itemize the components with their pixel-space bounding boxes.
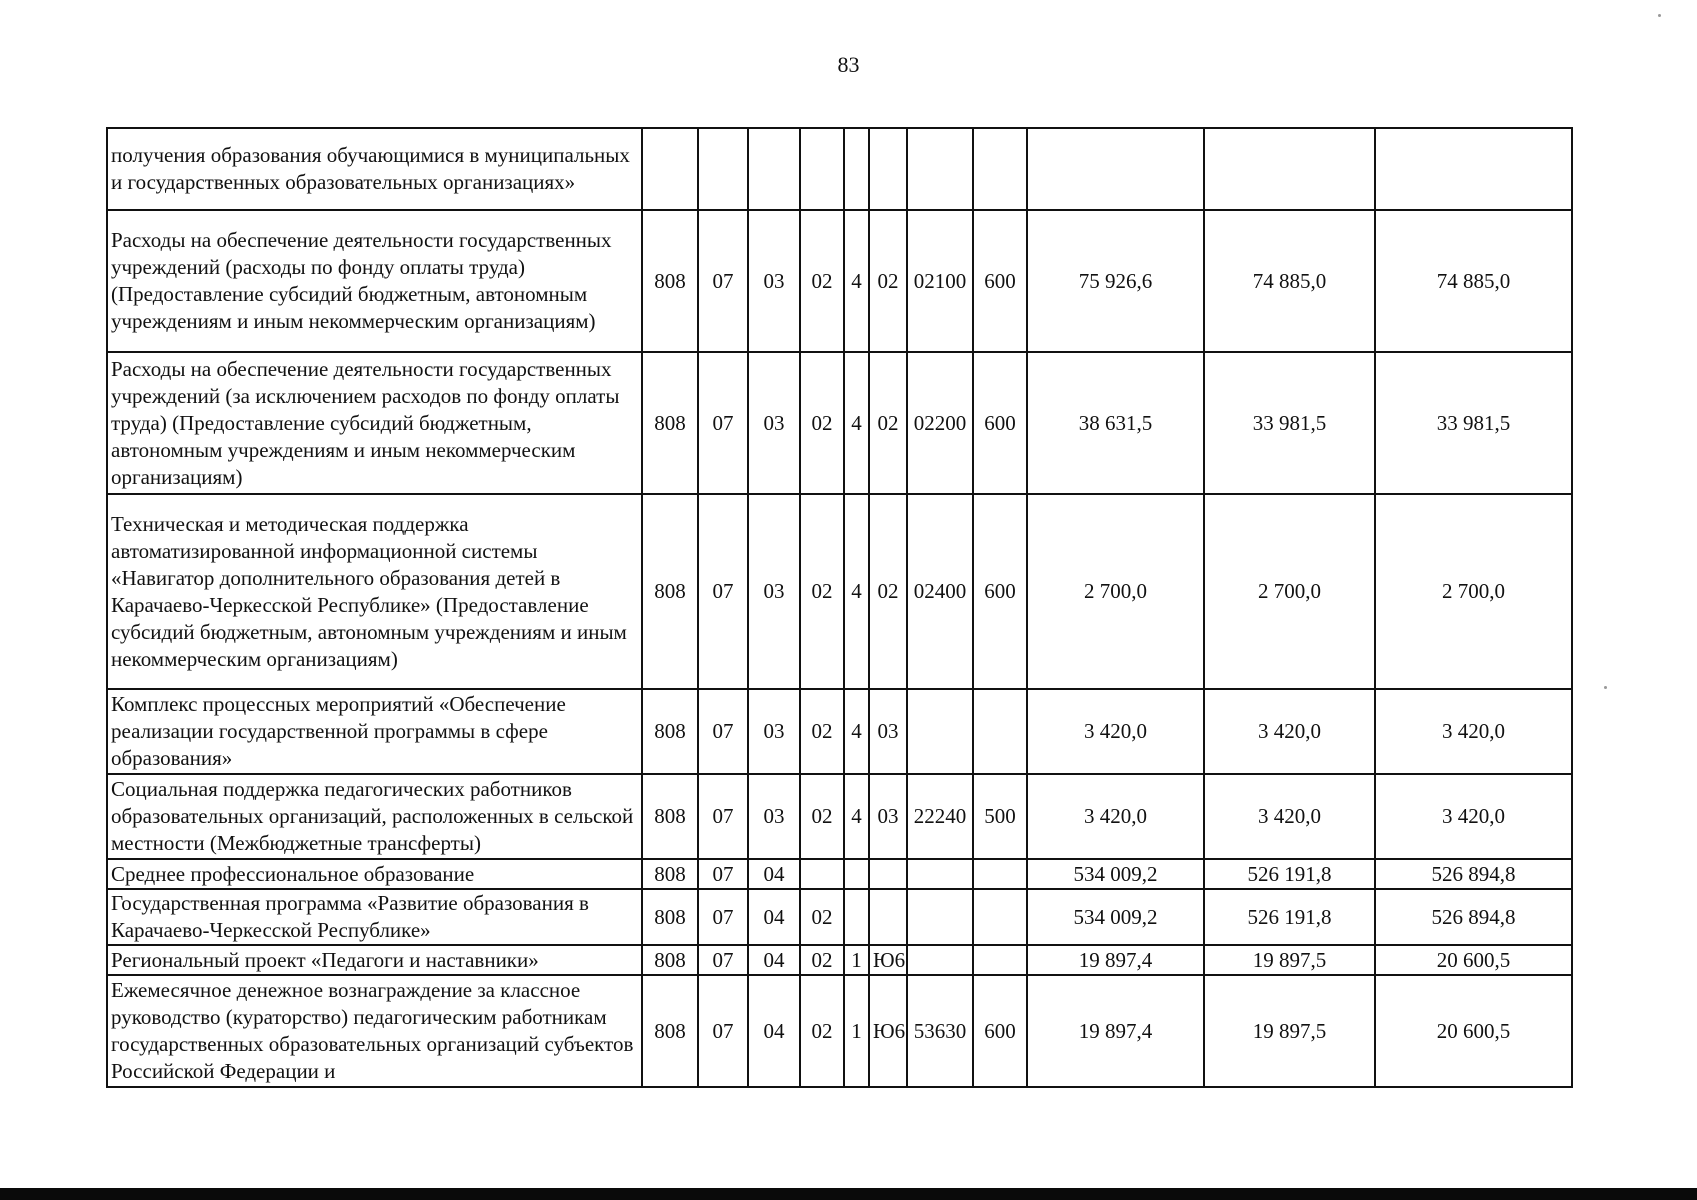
cell-expense-type xyxy=(973,945,1027,975)
cell-admin-code: 808 xyxy=(642,689,698,774)
cell-section: 07 xyxy=(698,859,748,889)
cell-amount-year3: 33 981,5 xyxy=(1375,352,1572,494)
cell-program-item: 02 xyxy=(869,210,907,352)
row-description: Региональный проект «Педагоги и наставники» xyxy=(107,945,642,975)
cell-amount-year2: 19 897,5 xyxy=(1204,945,1375,975)
cell-admin-code: 808 xyxy=(642,210,698,352)
cell-admin-code: 808 xyxy=(642,859,698,889)
cell-amount-year2: 2 700,0 xyxy=(1204,494,1375,689)
budget-table xyxy=(106,127,1573,1088)
cell-amount-year3: 20 600,5 xyxy=(1375,975,1572,1087)
cell-amount-year1: 3 420,0 xyxy=(1027,774,1204,859)
cell-amount-year3: 74 885,0 xyxy=(1375,210,1572,352)
cell-amount-year2: 526 191,8 xyxy=(1204,889,1375,945)
cell-direction: 02200 xyxy=(907,352,973,494)
table-row xyxy=(107,975,1572,1087)
cell-amount-year1: 38 631,5 xyxy=(1027,352,1204,494)
cell-amount-year3: 3 420,0 xyxy=(1375,689,1572,774)
cell-program-item xyxy=(869,128,907,210)
cell-amount-year3 xyxy=(1375,128,1572,210)
cell-amount-year2 xyxy=(1204,128,1375,210)
cell-expense-type: 600 xyxy=(973,352,1027,494)
cell-amount-year2: 3 420,0 xyxy=(1204,689,1375,774)
cell-direction xyxy=(907,128,973,210)
cell-expense-type xyxy=(973,859,1027,889)
cell-amount-year3: 20 600,5 xyxy=(1375,945,1572,975)
cell-subsection: 03 xyxy=(748,494,800,689)
scan-speck xyxy=(1658,14,1661,17)
cell-program: 02 xyxy=(800,352,844,494)
table-row xyxy=(107,128,1572,210)
row-description: получения образования обучающимися в муниципальных и государственных образовательных организациях» xyxy=(107,128,642,210)
cell-direction xyxy=(907,859,973,889)
cell-program-type xyxy=(844,859,869,889)
row-description: Комплекс процессных мероприятий «Обеспечение реализации государственной программы в сфере образования» xyxy=(107,689,642,774)
cell-amount-year1: 2 700,0 xyxy=(1027,494,1204,689)
table-row xyxy=(107,689,1572,774)
cell-program-type: 4 xyxy=(844,689,869,774)
cell-subsection: 03 xyxy=(748,689,800,774)
cell-section: 07 xyxy=(698,210,748,352)
cell-program-type: 1 xyxy=(844,945,869,975)
cell-amount-year1: 19 897,4 xyxy=(1027,975,1204,1087)
cell-subsection: 03 xyxy=(748,352,800,494)
cell-program: 02 xyxy=(800,774,844,859)
cell-subsection: 03 xyxy=(748,774,800,859)
cell-admin-code: 808 xyxy=(642,494,698,689)
cell-program-item: 03 xyxy=(869,774,907,859)
cell-program xyxy=(800,859,844,889)
cell-program-type xyxy=(844,889,869,945)
cell-program: 02 xyxy=(800,889,844,945)
cell-direction: 02400 xyxy=(907,494,973,689)
cell-program: 02 xyxy=(800,975,844,1087)
cell-section xyxy=(698,128,748,210)
table-row xyxy=(107,774,1572,859)
cell-expense-type xyxy=(973,128,1027,210)
cell-amount-year1: 534 009,2 xyxy=(1027,859,1204,889)
cell-section: 07 xyxy=(698,689,748,774)
cell-subsection xyxy=(748,128,800,210)
cell-program-type: 4 xyxy=(844,210,869,352)
table-row xyxy=(107,494,1572,689)
cell-section: 07 xyxy=(698,889,748,945)
cell-program: 02 xyxy=(800,210,844,352)
cell-program: 02 xyxy=(800,945,844,975)
cell-program-type: 4 xyxy=(844,494,869,689)
cell-section: 07 xyxy=(698,945,748,975)
scan-speck xyxy=(1604,686,1607,689)
cell-program-item xyxy=(869,889,907,945)
cell-section: 07 xyxy=(698,975,748,1087)
cell-program-item: Ю6 xyxy=(869,975,907,1087)
cell-admin-code: 808 xyxy=(642,945,698,975)
cell-expense-type xyxy=(973,889,1027,945)
row-description: Среднее профессиональное образование xyxy=(107,859,642,889)
cell-amount-year2: 74 885,0 xyxy=(1204,210,1375,352)
cell-admin-code: 808 xyxy=(642,774,698,859)
cell-expense-type: 500 xyxy=(973,774,1027,859)
cell-direction: 02100 xyxy=(907,210,973,352)
scan-edge-bar xyxy=(0,1188,1697,1200)
cell-expense-type xyxy=(973,689,1027,774)
cell-program-type xyxy=(844,128,869,210)
table-row xyxy=(107,859,1572,889)
cell-subsection: 04 xyxy=(748,889,800,945)
cell-program-item: 03 xyxy=(869,689,907,774)
cell-amount-year3: 526 894,8 xyxy=(1375,889,1572,945)
cell-program-type: 4 xyxy=(844,774,869,859)
cell-direction: 53630 xyxy=(907,975,973,1087)
cell-amount-year2: 19 897,5 xyxy=(1204,975,1375,1087)
cell-subsection: 04 xyxy=(748,859,800,889)
cell-amount-year1: 75 926,6 xyxy=(1027,210,1204,352)
row-description: Государственная программа «Развитие образования в Карачаево-Черкесской Республике» xyxy=(107,889,642,945)
cell-program-type: 4 xyxy=(844,352,869,494)
cell-program xyxy=(800,128,844,210)
cell-program-type: 1 xyxy=(844,975,869,1087)
row-description: Расходы на обеспечение деятельности государственных учреждений (за исключением расходов по фонду оплаты труда) (Предоставление субсидий бюджетным, автономным учреждениям и иным некоммерческим организациям) xyxy=(107,352,642,494)
cell-amount-year3: 2 700,0 xyxy=(1375,494,1572,689)
cell-admin-code: 808 xyxy=(642,975,698,1087)
cell-direction xyxy=(907,889,973,945)
cell-section: 07 xyxy=(698,352,748,494)
cell-direction: 22240 xyxy=(907,774,973,859)
cell-admin-code: 808 xyxy=(642,352,698,494)
cell-program: 02 xyxy=(800,689,844,774)
table-row xyxy=(107,889,1572,945)
row-description: Техническая и методическая поддержка автоматизированной информационной системы «Навигатор дополнительного образования детей в Карачаево-Черкесской Республике» (Предоставление субсидий бюджетным, автономным учреждениям и иным некоммерческим организациям) xyxy=(107,494,642,689)
cell-amount-year1: 3 420,0 xyxy=(1027,689,1204,774)
table-row xyxy=(107,945,1572,975)
cell-amount-year2: 3 420,0 xyxy=(1204,774,1375,859)
cell-amount-year3: 3 420,0 xyxy=(1375,774,1572,859)
cell-amount-year3: 526 894,8 xyxy=(1375,859,1572,889)
cell-program: 02 xyxy=(800,494,844,689)
cell-subsection: 04 xyxy=(748,975,800,1087)
table-row xyxy=(107,210,1572,352)
cell-program-item: Ю6 xyxy=(869,945,907,975)
cell-direction xyxy=(907,689,973,774)
cell-expense-type: 600 xyxy=(973,210,1027,352)
cell-subsection: 04 xyxy=(748,945,800,975)
cell-program-item: 02 xyxy=(869,494,907,689)
cell-subsection: 03 xyxy=(748,210,800,352)
page-number: 83 xyxy=(837,52,860,77)
cell-section: 07 xyxy=(698,774,748,859)
cell-amount-year2: 526 191,8 xyxy=(1204,859,1375,889)
cell-admin-code xyxy=(642,128,698,210)
cell-amount-year1: 534 009,2 xyxy=(1027,889,1204,945)
cell-program-item: 02 xyxy=(869,352,907,494)
cell-expense-type: 600 xyxy=(973,494,1027,689)
cell-amount-year1 xyxy=(1027,128,1204,210)
table-row xyxy=(107,352,1572,494)
row-description: Расходы на обеспечение деятельности государственных учреждений (расходы по фонду оплаты труда) (Предоставление субсидий бюджетным, автономным учреждениям и иным некоммерческим организациям) xyxy=(107,210,642,352)
cell-amount-year1: 19 897,4 xyxy=(1027,945,1204,975)
row-description: Ежемесячное денежное вознаграждение за классное руководство (кураторство) педагогическим работникам государственных образовательных организаций субъектов Российской Федерации и xyxy=(107,975,642,1087)
cell-expense-type: 600 xyxy=(973,975,1027,1087)
cell-section: 07 xyxy=(698,494,748,689)
cell-program-item xyxy=(869,859,907,889)
cell-direction xyxy=(907,945,973,975)
cell-admin-code: 808 xyxy=(642,889,698,945)
row-description: Социальная поддержка педагогических работников образовательных организаций, расположенных в сельской местности (Межбюджетные трансферты) xyxy=(107,774,642,859)
cell-amount-year2: 33 981,5 xyxy=(1204,352,1375,494)
